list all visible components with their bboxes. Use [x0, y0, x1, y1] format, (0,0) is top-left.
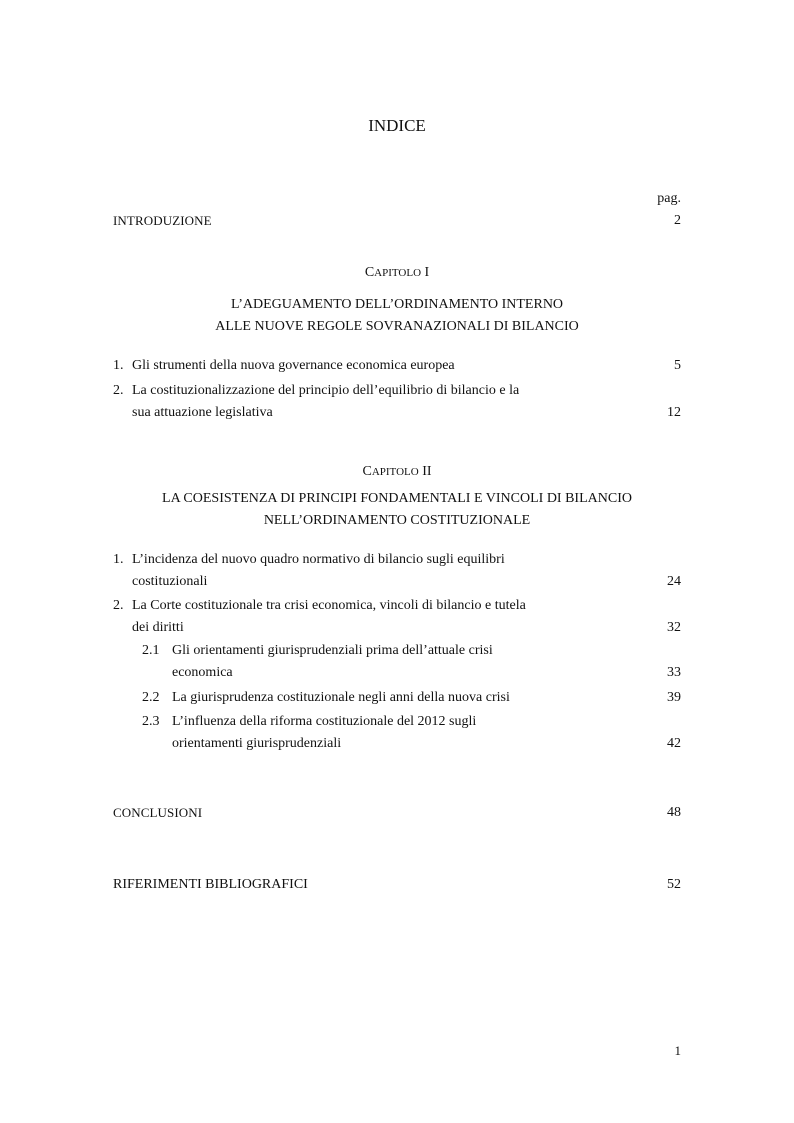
toc-entry-page: 12 [667, 405, 681, 420]
chapter-label-initial: C [364, 265, 375, 280]
toc-entry-page: 33 [667, 665, 681, 680]
toc-entry-text: La Corte costituzionale tra crisi economica, vincoli di bilancio e tutela [132, 598, 526, 613]
toc-entry-text: Gli strumenti della nuova governance economica europea [132, 358, 455, 373]
chapter-label-number: I [424, 265, 430, 280]
chapter-2-title-line-2: NELL’ORDINAMENTO COSTITUZIONALE [263, 513, 531, 528]
toc-entry-label: INTRODUZIONE [113, 213, 212, 228]
toc-entry-page: 2 [674, 213, 681, 228]
toc-entry-text-continued: dei diritti [132, 620, 184, 635]
toc-entry-page: 48 [667, 805, 681, 820]
toc-entry-number: 1. [113, 552, 124, 567]
toc-subentry-2-2[interactable] [113, 687, 681, 709]
toc-entry-page: 32 [667, 620, 681, 635]
toc-entry-number: 2. [113, 383, 124, 398]
toc-entry-number: 2. [113, 598, 124, 613]
toc-entry-bibliography[interactable] [113, 874, 681, 896]
chapter-1-title-line-1: L’ADEGUAMENTO DELL’ORDINAMENTO INTERNO [230, 297, 564, 312]
chapter-2-title-line-1: LA COESISTENZA DI PRINCIPI FONDAMENTALI E VINCOLI DI BILANCIO [162, 491, 632, 506]
toc-entry-text: La costituzionalizzazione del principio dell’equilibrio di bilancio e la [132, 383, 520, 398]
toc-entry-page: 52 [667, 877, 681, 892]
chapter-2-label [0, 464, 794, 480]
toc-entry-number: 2.3 [142, 714, 160, 729]
toc-entry-label: RIFERIMENTI BIBLIOGRAFICI [113, 877, 308, 892]
toc-entry-page: 5 [674, 358, 681, 373]
page-number: 1 [674, 1043, 681, 1058]
toc-entry-1-2[interactable] [113, 380, 681, 424]
toc-subentry-2-3[interactable] [113, 711, 681, 755]
toc-entry-label: CONCLUSIONI [113, 805, 203, 820]
toc-entry-text: L’incidenza del nuovo quadro normativo di bilancio sugli equilibri [132, 552, 505, 567]
toc-entry-text-continued: economica [172, 665, 233, 680]
toc-entry-page: 24 [667, 574, 681, 589]
toc-entry-conclusions[interactable] [113, 802, 681, 824]
chapter-label-rest: APITOLO [374, 267, 422, 279]
toc-entry-page: 42 [667, 736, 681, 751]
page-title: INDICE [368, 116, 426, 135]
toc-entry-number: 2.2 [142, 690, 160, 705]
toc-entry-text: La giurisprudenza costituzionale negli anni della nuova crisi [172, 690, 510, 705]
chapter-label-rest: APITOLO [371, 466, 419, 478]
chapter-label-initial: C [362, 464, 372, 479]
toc-entry-2-2[interactable] [113, 595, 681, 639]
chapter-1-title-line-2: ALLE NUOVE REGOLE SOVRANAZIONALI DI BILANCIO [215, 319, 579, 334]
toc-entry-introduction[interactable] [113, 210, 681, 232]
toc-entry-text-continued: orientamenti giurisprudenziali [172, 736, 342, 751]
toc-entry-number: 1. [113, 358, 124, 373]
toc-entry-text: L’influenza della riforma costituzionale del 2012 sugli [172, 714, 477, 729]
page-column-label: pag. [657, 191, 681, 206]
toc-entry-2-1[interactable] [113, 549, 681, 593]
toc-subentry-2-1[interactable] [113, 640, 681, 684]
toc-entry-1-1[interactable] [113, 355, 681, 377]
toc-entry-number: 2.1 [142, 643, 160, 658]
toc-entry-text-continued: costituzionali [132, 574, 208, 589]
toc-entry-text: Gli orientamenti giurisprudenziali prima dell’attuale crisi [172, 643, 493, 658]
toc-entry-page: 39 [667, 690, 681, 705]
chapter-label-number: II [422, 464, 432, 479]
chapter-1-label [0, 265, 794, 281]
toc-entry-text-continued: sua attuazione legislativa [132, 405, 273, 420]
